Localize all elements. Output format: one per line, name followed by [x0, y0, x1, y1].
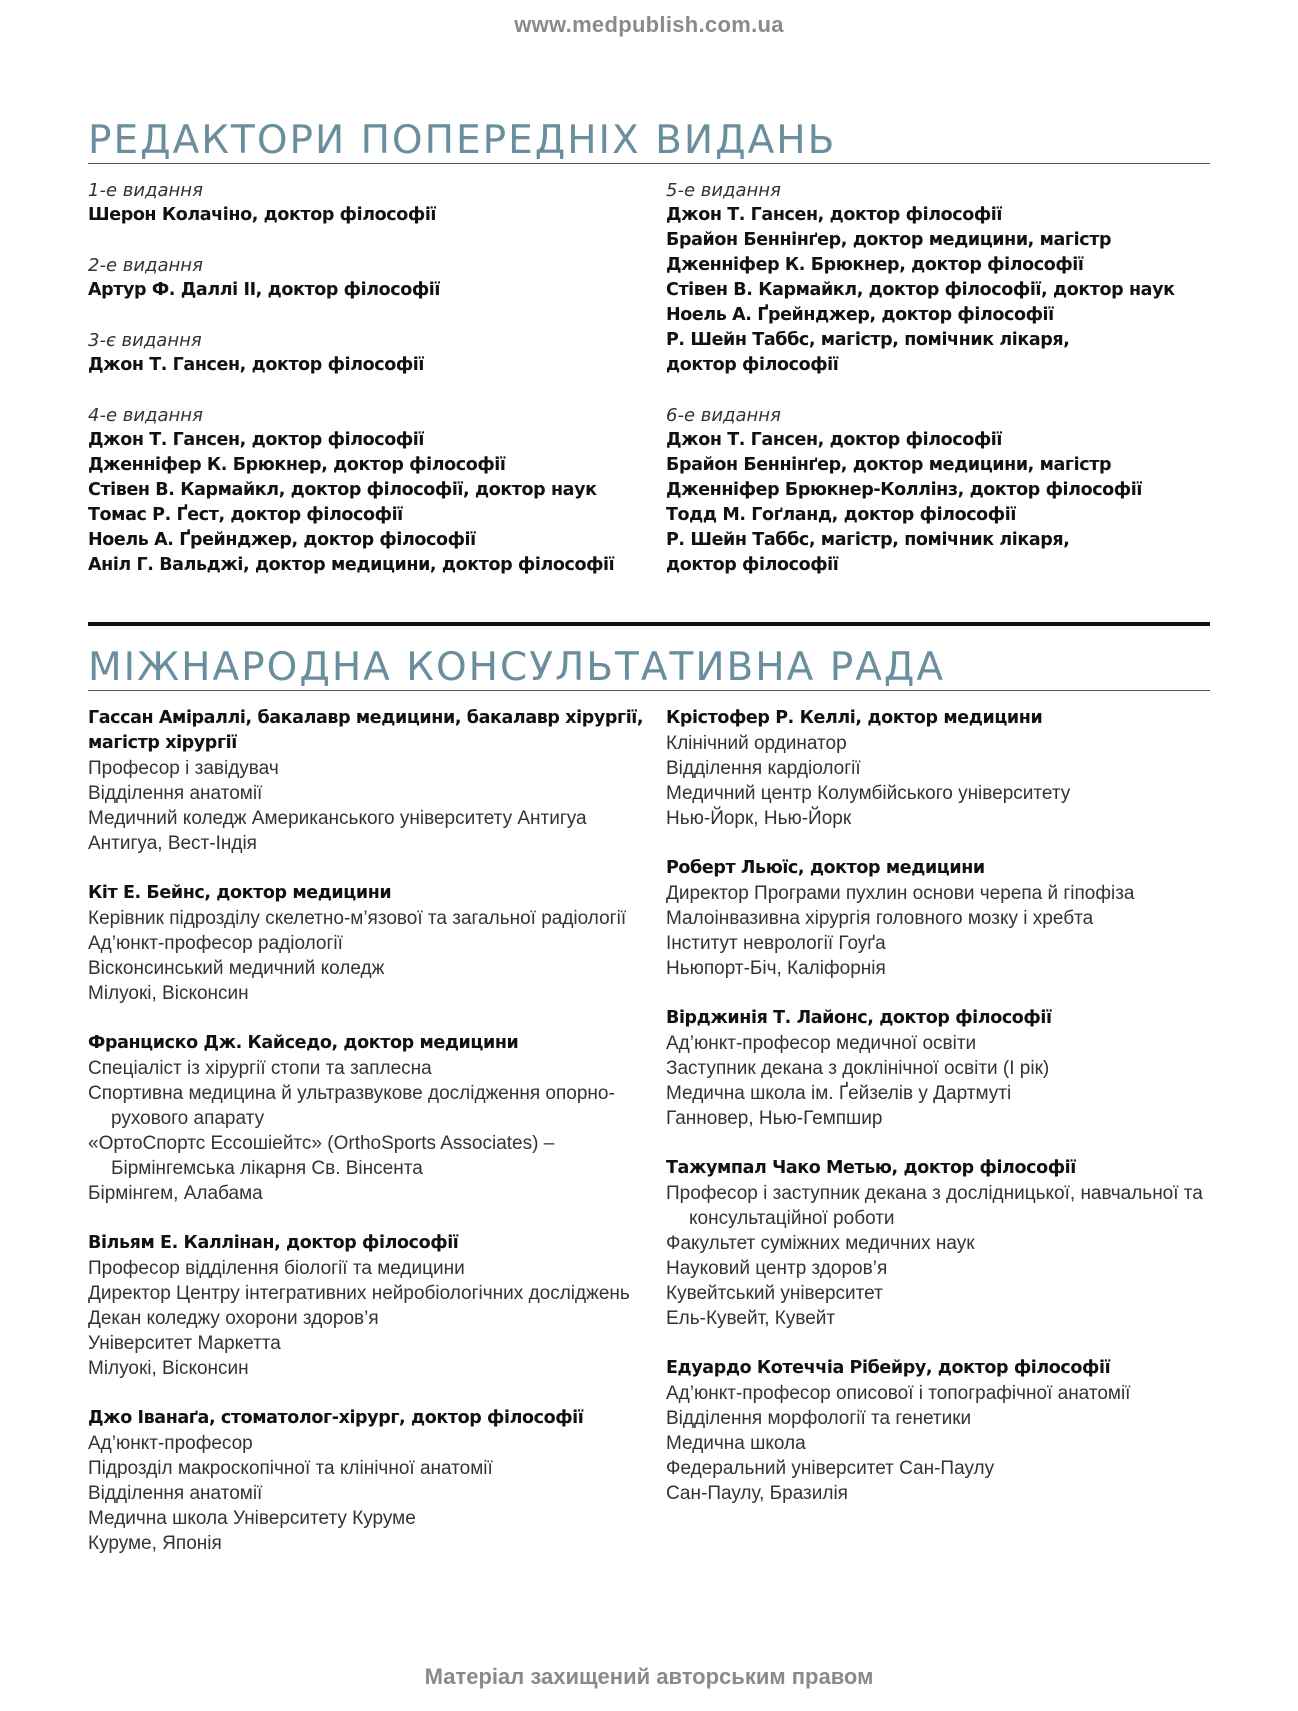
member-affiliation: Директор Центру інтегративних нейробіологічних досліджень — [88, 1283, 630, 1304]
member-affiliation: Медичний центр Колумбійського університету — [666, 783, 1071, 804]
previous-editors-title: РЕДАКТОРИ ПОПЕРЕДНІХ ВИДАНЬ — [88, 120, 1210, 164]
member-affiliation: Професор і заступник декана з дослідницької, навчальної та консультаційної роботи — [666, 1183, 1203, 1229]
member-name: Едуардо Котеччіа Рібейру, доктор філософії — [666, 1358, 1111, 1378]
member-affiliation: Професор відділення біології та медицини — [88, 1258, 465, 1279]
member-affiliation: Мілуокі, Вісконсин — [88, 983, 249, 1004]
advisory-board-title: МІЖНАРОДНА КОНСУЛЬТАТИВНА РАДА — [88, 647, 1210, 691]
editor-name: Брайон Беннінґер, доктор медицини, магістр — [666, 455, 1112, 475]
member-affiliation: Факультет суміжних медичних наук — [666, 1233, 975, 1254]
member-affiliation: Спеціаліст із хірургії стопи та заплесна — [88, 1058, 432, 1079]
edition-block — [88, 403, 648, 578]
member-affiliation: Куруме, Японія — [88, 1533, 222, 1554]
member-affiliation: Підрозділ макроскопічної та клінічної анатомії — [88, 1458, 493, 1479]
edition-block — [88, 253, 648, 303]
member-affiliation: Заступник декана з доклінічної освіти (І рік) — [666, 1058, 1050, 1079]
member-affiliation: Керівник підрозділу скелетно-м’язової та загальної радіології — [88, 908, 627, 929]
editor-name: Джон Т. Гансен, доктор філософії — [666, 205, 1002, 225]
member-affiliation: «ОртоСпортс Ессошіейтс» (OrthoSports Associates) – Бірмінгемська лікарня Св. Вінсента — [88, 1133, 555, 1179]
editor-name: Артур Ф. Даллі ІІ, доктор філософії — [88, 280, 440, 300]
member-affiliation: Професор і завідувач — [88, 758, 279, 779]
editor-name: Дженніфер Брюкнер-Коллінз, доктор філософії — [666, 480, 1142, 500]
member-affiliation: Сан-Паулу, Бразилія — [666, 1483, 848, 1504]
member-name: Тажумпал Чако Метью, доктор філософії — [666, 1158, 1076, 1178]
editor-name: Джон Т. Гансен, доктор філософії — [88, 355, 424, 375]
edition-label: 6-е видання — [666, 405, 781, 426]
member-affiliation: Спортивна медицина й ультразвукове дослідження опорно-рухового апарату — [88, 1083, 615, 1129]
member-affiliation: Відділення кардіології — [666, 758, 861, 779]
board-member — [88, 1031, 648, 1206]
board-member — [88, 1406, 648, 1556]
advisory-board-right — [666, 706, 1226, 1531]
member-affiliation: Нью-Йорк, Нью-Йорк — [666, 808, 852, 829]
board-member — [666, 1356, 1226, 1506]
member-name: Вірджинія Т. Лайонс, доктор філософії — [666, 1008, 1052, 1028]
member-affiliation: Ад’юнкт-професор описової і топографічної анатомії — [666, 1383, 1131, 1404]
editor-name: Стівен В. Кармайкл, доктор філософії, доктор наук — [666, 280, 1175, 300]
member-affiliation: Бірмінгем, Алабама — [88, 1183, 263, 1204]
member-affiliation: Медичний коледж Американського університету Антигуа — [88, 808, 587, 829]
member-affiliation: Відділення анатомії — [88, 783, 263, 804]
member-affiliation: Ад’юнкт-професор радіології — [88, 933, 343, 954]
editor-name: Дженніфер К. Брюкнер, доктор філософії — [88, 455, 506, 475]
edition-block — [666, 178, 1226, 378]
editor-name: доктор філософії — [666, 355, 839, 375]
board-member — [88, 706, 648, 856]
edition-label: 1-е видання — [88, 180, 203, 201]
member-name: Крістофер Р. Келлі, доктор медицини — [666, 708, 1043, 728]
member-name: Вільям Е. Каллінан, доктор філософії — [88, 1233, 459, 1253]
edition-block — [88, 328, 648, 378]
editor-name: Р. Шейн Таббс, магістр, помічник лікаря, — [666, 530, 1070, 550]
copyright-footer: Матеріал захищений авторським правом — [424, 1664, 874, 1689]
member-affiliation: Антигуа, Вест-Індія — [88, 833, 257, 854]
member-affiliation: Відділення анатомії — [88, 1483, 263, 1504]
editor-name: Джон Т. Гансен, доктор філософії — [666, 430, 1002, 450]
edition-block — [88, 178, 648, 228]
member-name: Гассан Аміраллі, бакалавр медицини, бакалавр хірургії, магістр хірургії — [88, 708, 644, 753]
editor-name: Джон Т. Гансен, доктор філософії — [88, 430, 424, 450]
editor-name: Ноель А. Ґрейнджер, доктор філософії — [88, 530, 476, 550]
member-affiliation: Ад’юнкт-професор медичної освіти — [666, 1033, 977, 1054]
previous-editors-right — [666, 178, 1226, 603]
member-affiliation: Директор Програми пухлин основи черепа й гіпофіза — [666, 883, 1135, 904]
member-affiliation: Ганновер, Нью-Гемпшир — [666, 1108, 883, 1129]
member-name: Роберт Льюїс, доктор медицини — [666, 858, 985, 878]
member-affiliation: Клінічний ординатор — [666, 733, 847, 754]
board-member — [666, 1006, 1226, 1131]
edition-label: 2-е видання — [88, 255, 203, 276]
editor-name: доктор філософії — [666, 555, 839, 575]
board-member — [666, 1156, 1226, 1331]
editor-name: Р. Шейн Таббс, магістр, помічник лікаря, — [666, 330, 1070, 350]
editor-name: Ноель А. Ґрейнджер, доктор філософії — [666, 305, 1054, 325]
edition-block — [666, 403, 1226, 578]
member-affiliation: Науковий центр здоров’я — [666, 1258, 888, 1279]
member-affiliation: Малоінвазивна хірургія головного мозку і хребта — [666, 908, 1094, 929]
member-affiliation: Декан коледжу охорони здоров’я — [88, 1308, 379, 1329]
edition-label: 4-е видання — [88, 405, 203, 426]
member-affiliation: Медична школа ім. Ґейзелів у Дартмуті — [666, 1083, 1012, 1104]
member-name: Франциско Дж. Кайседо, доктор медицини — [88, 1033, 519, 1053]
editor-name: Шерон Колачіно, доктор філософії — [88, 205, 437, 225]
previous-editors-left — [88, 178, 648, 603]
edition-label: 3-є видання — [88, 330, 202, 351]
section-divider — [88, 622, 1210, 626]
editor-name: Стівен В. Кармайкл, доктор філософії, доктор наук — [88, 480, 597, 500]
board-member — [88, 881, 648, 1006]
member-affiliation: Федеральний університет Сан-Паулу — [666, 1458, 995, 1479]
member-affiliation: Кувейтський університет — [666, 1283, 883, 1304]
editor-name: Аніл Г. Вальджі, доктор медицини, доктор філософії — [88, 555, 615, 575]
member-name: Джо Іванаґа, стоматолог-хірург, доктор філософії — [88, 1408, 584, 1428]
member-affiliation: Університет Маркетта — [88, 1333, 281, 1354]
member-affiliation: Вісконсинський медичний коледж — [88, 958, 385, 979]
member-affiliation: Ньюпорт-Біч, Каліфорнія — [666, 958, 886, 979]
member-name: Кіт Е. Бейнс, доктор медицини — [88, 883, 392, 903]
member-affiliation: Інститут неврології Гоуґа — [666, 933, 886, 954]
member-affiliation: Відділення морфології та генетики — [666, 1408, 972, 1429]
member-affiliation: Медична школа Університету Куруме — [88, 1508, 416, 1529]
editor-name: Тодд М. Гоґланд, доктор філософії — [666, 505, 1016, 525]
advisory-board-left — [88, 706, 648, 1581]
editor-name: Томас Р. Ґест, доктор філософії — [88, 505, 403, 525]
member-affiliation: Ель-Кувейт, Кувейт — [666, 1308, 836, 1329]
editor-name: Дженніфер К. Брюкнер, доктор філософії — [666, 255, 1084, 275]
board-member — [666, 706, 1226, 831]
board-member — [88, 1231, 648, 1381]
edition-label: 5-е видання — [666, 180, 781, 201]
member-affiliation: Медична школа — [666, 1433, 806, 1454]
board-member — [666, 856, 1226, 981]
member-affiliation: Ад’юнкт-професор — [88, 1433, 253, 1454]
site-url: www.medpublish.com.ua — [514, 12, 784, 37]
editor-name: Брайон Беннінґер, доктор медицини, магістр — [666, 230, 1112, 250]
member-affiliation: Мілуокі, Вісконсин — [88, 1358, 249, 1379]
